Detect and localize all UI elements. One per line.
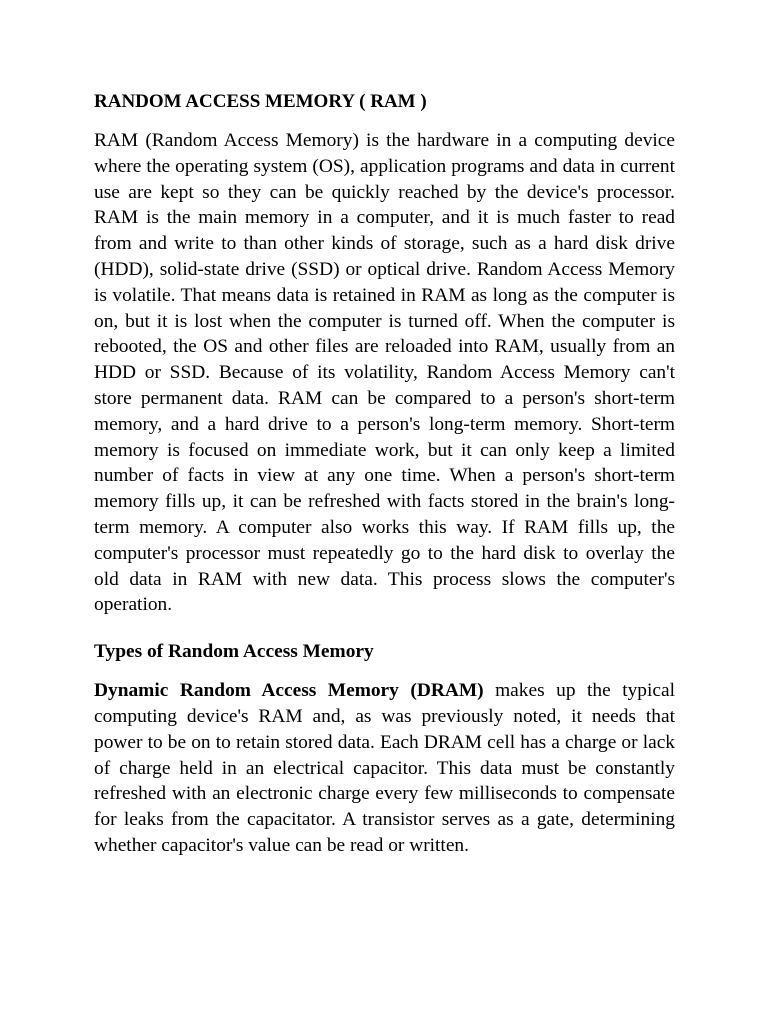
dram-paragraph (94, 678, 675, 859)
dram-term: Dynamic Random Access Memory (DRAM) (94, 680, 484, 702)
dram-description: makes up the typical computing device's RAM and, as was previously noted, it needs that power to be on to retain stored data. Each DRAM cell has a charge or lack of charge held in an electrical capacitor. This data must be constantly refreshed with an electronic charge every few milliseconds to compensate for leaks from the capacitator. A transistor serves as a gate, determining whether capacitor's value can be read or written. (94, 680, 675, 856)
intro-paragraph: RAM (Random Access Memory) is the hardware in a computing device where the operating system (OS), application programs and data in current use are kept so they can be quickly reached by the device's processor. RAM is the main memory in a computer, and it is much faster to read from and write to than other kinds of storage, such as a hard disk drive (HDD), solid-state drive (SSD) or optical drive. Random Access Memory is volatile. That means data is retained in RAM as long as the computer is on, but it is lost when the computer is turned off. When the computer is rebooted, the OS and other files are reloaded into RAM, usually from an HDD or SSD. Because of its volatility, Random Access Memory can't store permanent data. RAM can be compared to a person's short-term memory, and a hard drive to a person's long-term memory. Short-term memory is focused on immediate work, but it can only keep a limited number of facts in view at any one time. When a person's short-term memory fills up, it can be refreshed with facts stored in the brain's long-term memory. A computer also works this way. If RAM fills up, the computer's processor must repeatedly go to the hard disk to overlay the old data in RAM with new data. This process slows the computer's operation. (94, 130, 675, 616)
section-heading-types: Types of Random Access Memory (94, 641, 374, 663)
document-body (94, 88, 675, 859)
document-title: RANDOM ACCESS MEMORY ( RAM ) (94, 91, 427, 112)
